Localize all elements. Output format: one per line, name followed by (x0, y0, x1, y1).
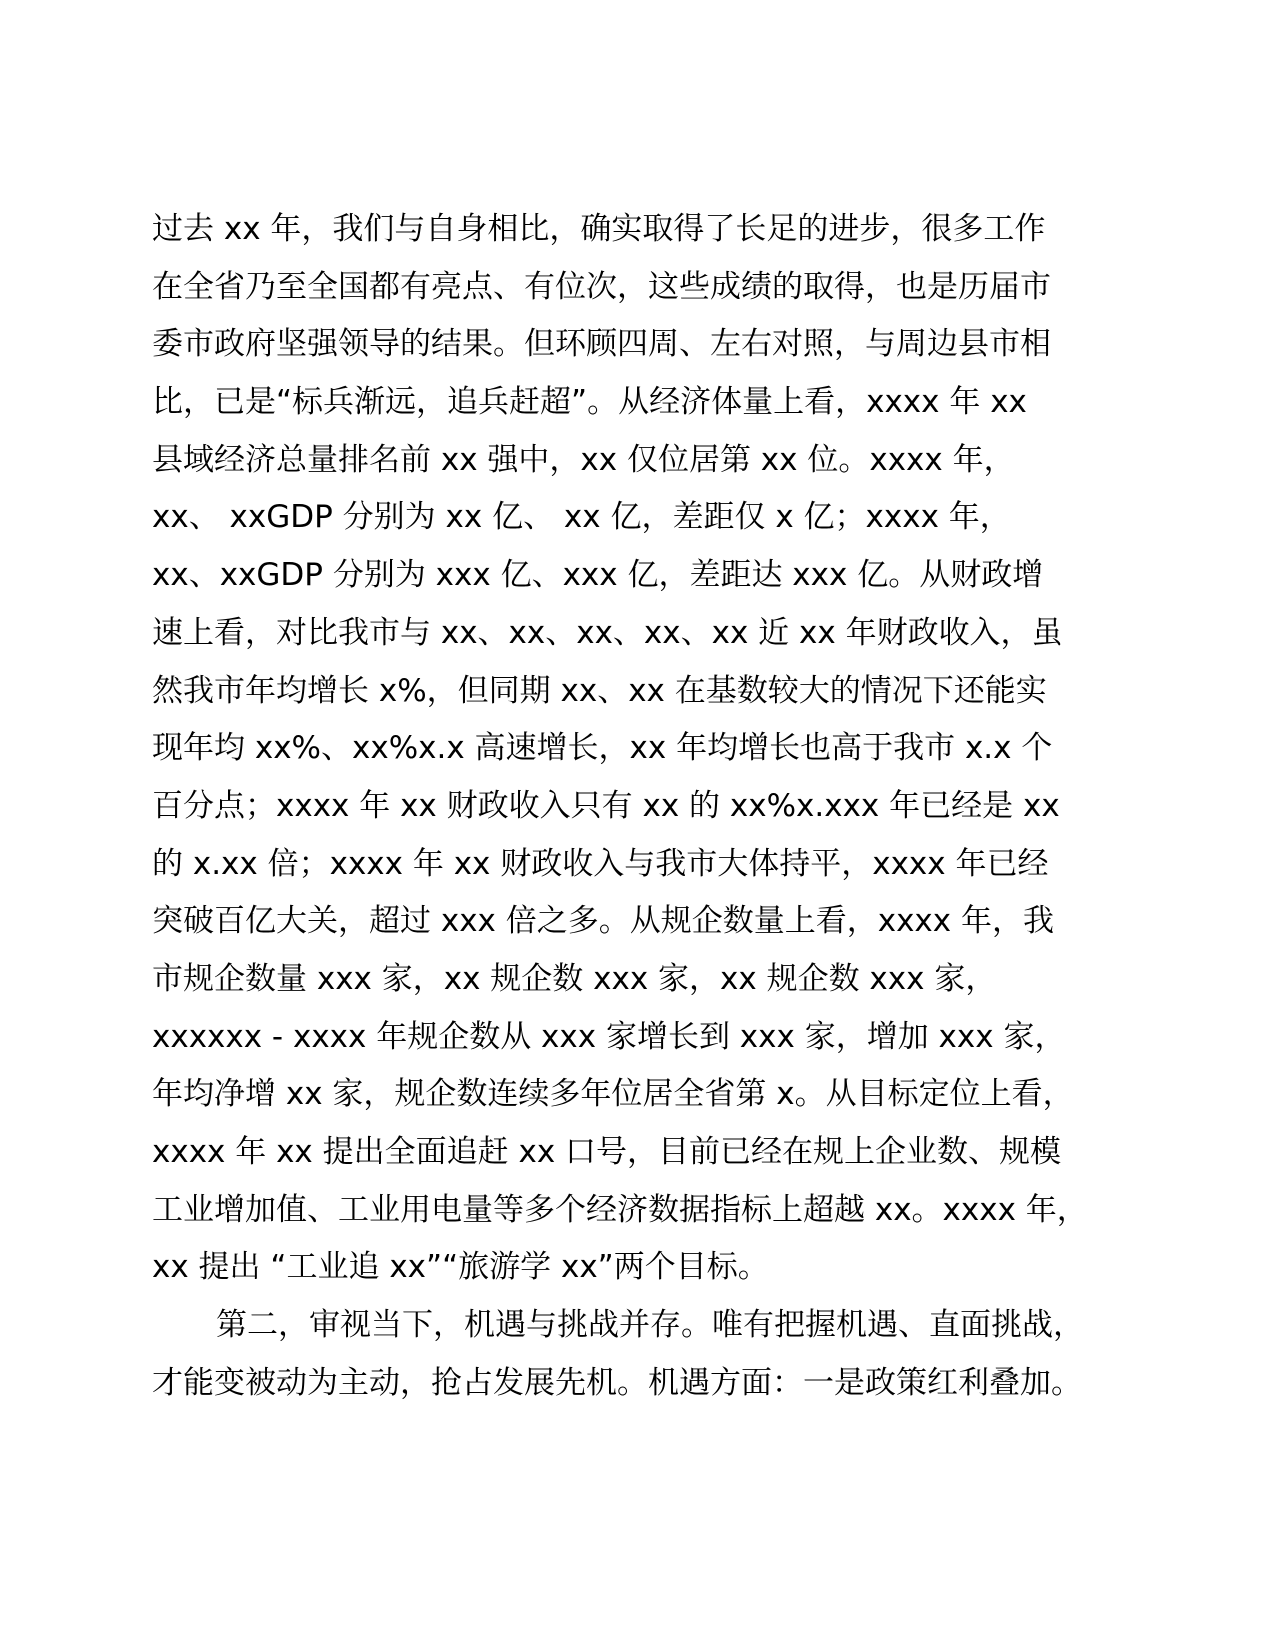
paragraph-first-line: 第二，审视当下，机遇与挑战并存。唯有把握机遇、直面挑战， (216, 1307, 1084, 1344)
text-line: 百分点；xxxx 年 xx 财政收入只有 xx 的 xx%x.xxx 年已经是 xx (152, 787, 1060, 824)
body-text (152, 201, 1137, 1412)
text-line: 的 x.xx 倍；xxxx 年 xx 财政收入与我市大体持平，xxxx 年已经 (152, 845, 1049, 882)
text-line: 才能变被动为主动，抢占发展先机。机遇方面：一是政策红利叠加。 (152, 1364, 1082, 1401)
text-line: 突破百亿大关，超过 xxx 倍之多。从规企数量上看，xxxx 年，我 (152, 903, 1054, 940)
text-line: 县域经济总量排名前 xx 强中，xx 仅位居第 xx 位。xxxx 年， (152, 441, 1015, 478)
text-line: xxxxxx - xxxx 年规企数从 xxx 家增长到 xxx 家，增加 xxx 家， (152, 1018, 1066, 1055)
text-line: 工业增加值、工业用电量等多个经济数据指标上超越 xx。xxxx 年， (152, 1191, 1088, 1228)
text-line: xxxx 年 xx 提出全面追赶 xx 口号，目前已经在规上企业数、规模 (152, 1134, 1062, 1170)
text-line: 比，已是“标兵渐远，追兵赶超”。从经济体量上看，xxxx 年 xx (152, 384, 1027, 421)
text-line: xx、xxGDP 分别为 xxx 亿、xxx 亿，差距达 xxx 亿。从财政增 (152, 557, 1044, 594)
text-line: 市规企数量 xxx 家，xx 规企数 xxx 家，xx 规企数 xxx 家， (152, 960, 997, 997)
text-line: 现年均 xx%、xx%x.x 高速增长，xx 年均增长也高于我市 x.x 个 (152, 730, 1053, 767)
text-line: 然我市年均增长 x%，但同期 xx、xx 在基数较大的情况下还能实 (152, 672, 1047, 709)
text-line: xx 提出 “工业追 xx”“旅游学 xx”两个目标。 (152, 1249, 769, 1286)
text-line: 委市政府坚强领导的结果。但环顾四周、左右对照，与周边县市相 (152, 326, 1051, 363)
text-line: 速上看，对比我市与 xx、xx、xx、xx、xx 近 xx 年财政收入，虽 (152, 614, 1063, 651)
text-line: xx、 xxGDP 分别为 xx 亿、 xx 亿，差距仅 x 亿；xxxx 年， (152, 499, 1011, 536)
text-line: 在全省乃至全国都有亮点、有位次，这些成绩的取得，也是历届市 (152, 268, 1051, 305)
text-line: 年均净增 xx 家，规企数连续多年位居全省第 x。从目标定位上看， (152, 1076, 1074, 1113)
text-line: 过去 xx 年，我们与自身相比，确实取得了长足的进步，很多工作 (152, 211, 1046, 247)
